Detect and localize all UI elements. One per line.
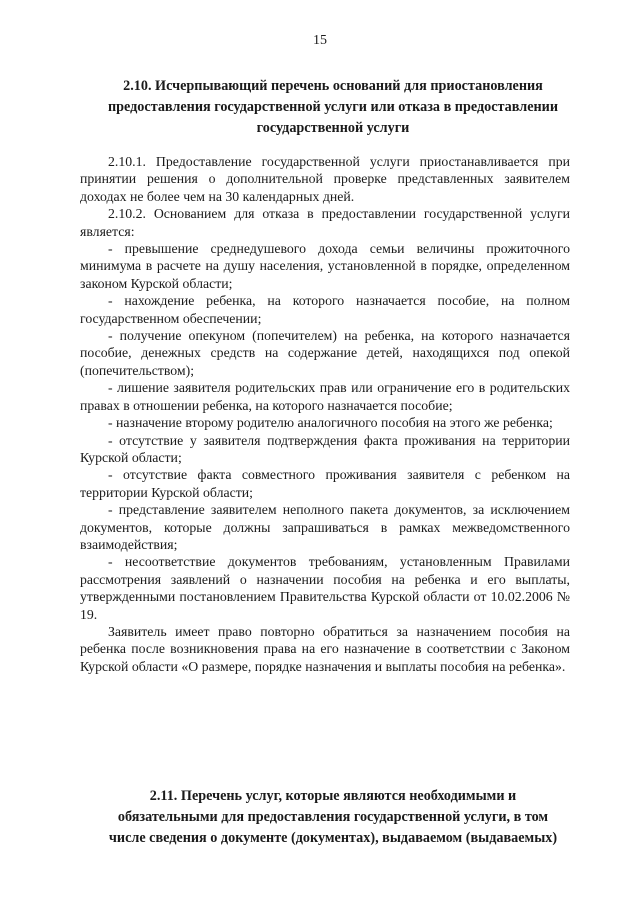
list-item-second-parent: - назначение второму родителю аналогичного пособия на этого же ребенка; <box>108 415 553 431</box>
list-item-parental-rights: - лишение заявителя родительских прав или ограничение его в родительских правах в отношении ребенка, на которого назначается пособие; <box>80 380 570 413</box>
list-item-residence: - отсутствие у заявителя подтверждения факта проживания на территории Курской области; <box>80 432 570 465</box>
list-item-guardian-funds: - получение опекуном (попечителем) на ребенка, на которого назначается пособие, денежных средств на содержание детей, находящихся под опекой (попечительством); <box>80 328 570 378</box>
list-item-income-excess: - превышение среднедушевого дохода семьи величины прожиточного минимума в расчете на душу населения, установленной в порядке, определенном законом Курской области; <box>80 241 570 291</box>
paragraph-reapply: Заявитель имеет право повторно обратиться за назначением пособия на ребенка после возникновения права на его назначение в соответствии с Законом Курской области «О размере, порядке назначения и выплаты пособия на ребенка». <box>80 623 570 674</box>
paragraph-2-10-1: 2.10.1. Предоставление государственной услуги приостанавливается при принятии решения о дополнительной проверке представленных заявителем доходах не более чем на 30 календарных дней. <box>80 154 570 204</box>
section-2-10-body <box>80 153 570 675</box>
section-2-11-heading: 2.11. Перечень услуг, которые являются необходимыми и обязательными для предоставления государственной услуги, в том числе сведения о документе (документах), выдаваемом (выдаваемых) <box>108 788 558 846</box>
list-item-incomplete-docs: - представление заявителем неполного пакета документов, за исключением документов, которые должны запрашиваться в рамках межведомственного взаимодействия; <box>80 502 570 552</box>
list-item-state-support: - нахождение ребенка, на которого назначается пособие, на полном государственном обеспечении; <box>80 293 570 326</box>
section-2-10-heading: 2.10. Исчерпывающий перечень оснований для приостановления предоставления государственной услуги или отказа в предоставлении государственной услуги <box>107 78 559 136</box>
page-number: 15 <box>313 33 327 48</box>
list-item-noncompliance: - несоответствие документов требованиям, установленным Правилами рассмотрения заявлений о назначении пособия на ребенка и его выплаты, утвержденными постановлением Правительства Курской области от 10.02.2006 № 19. <box>80 554 570 622</box>
paragraph-2-10-2: 2.10.2. Основанием для отказа в предоставлении государственной услуги является: <box>80 206 570 239</box>
list-item-cohabitation: - отсутствие факта совместного проживания заявителя с ребенком на территории Курской области; <box>80 467 570 500</box>
